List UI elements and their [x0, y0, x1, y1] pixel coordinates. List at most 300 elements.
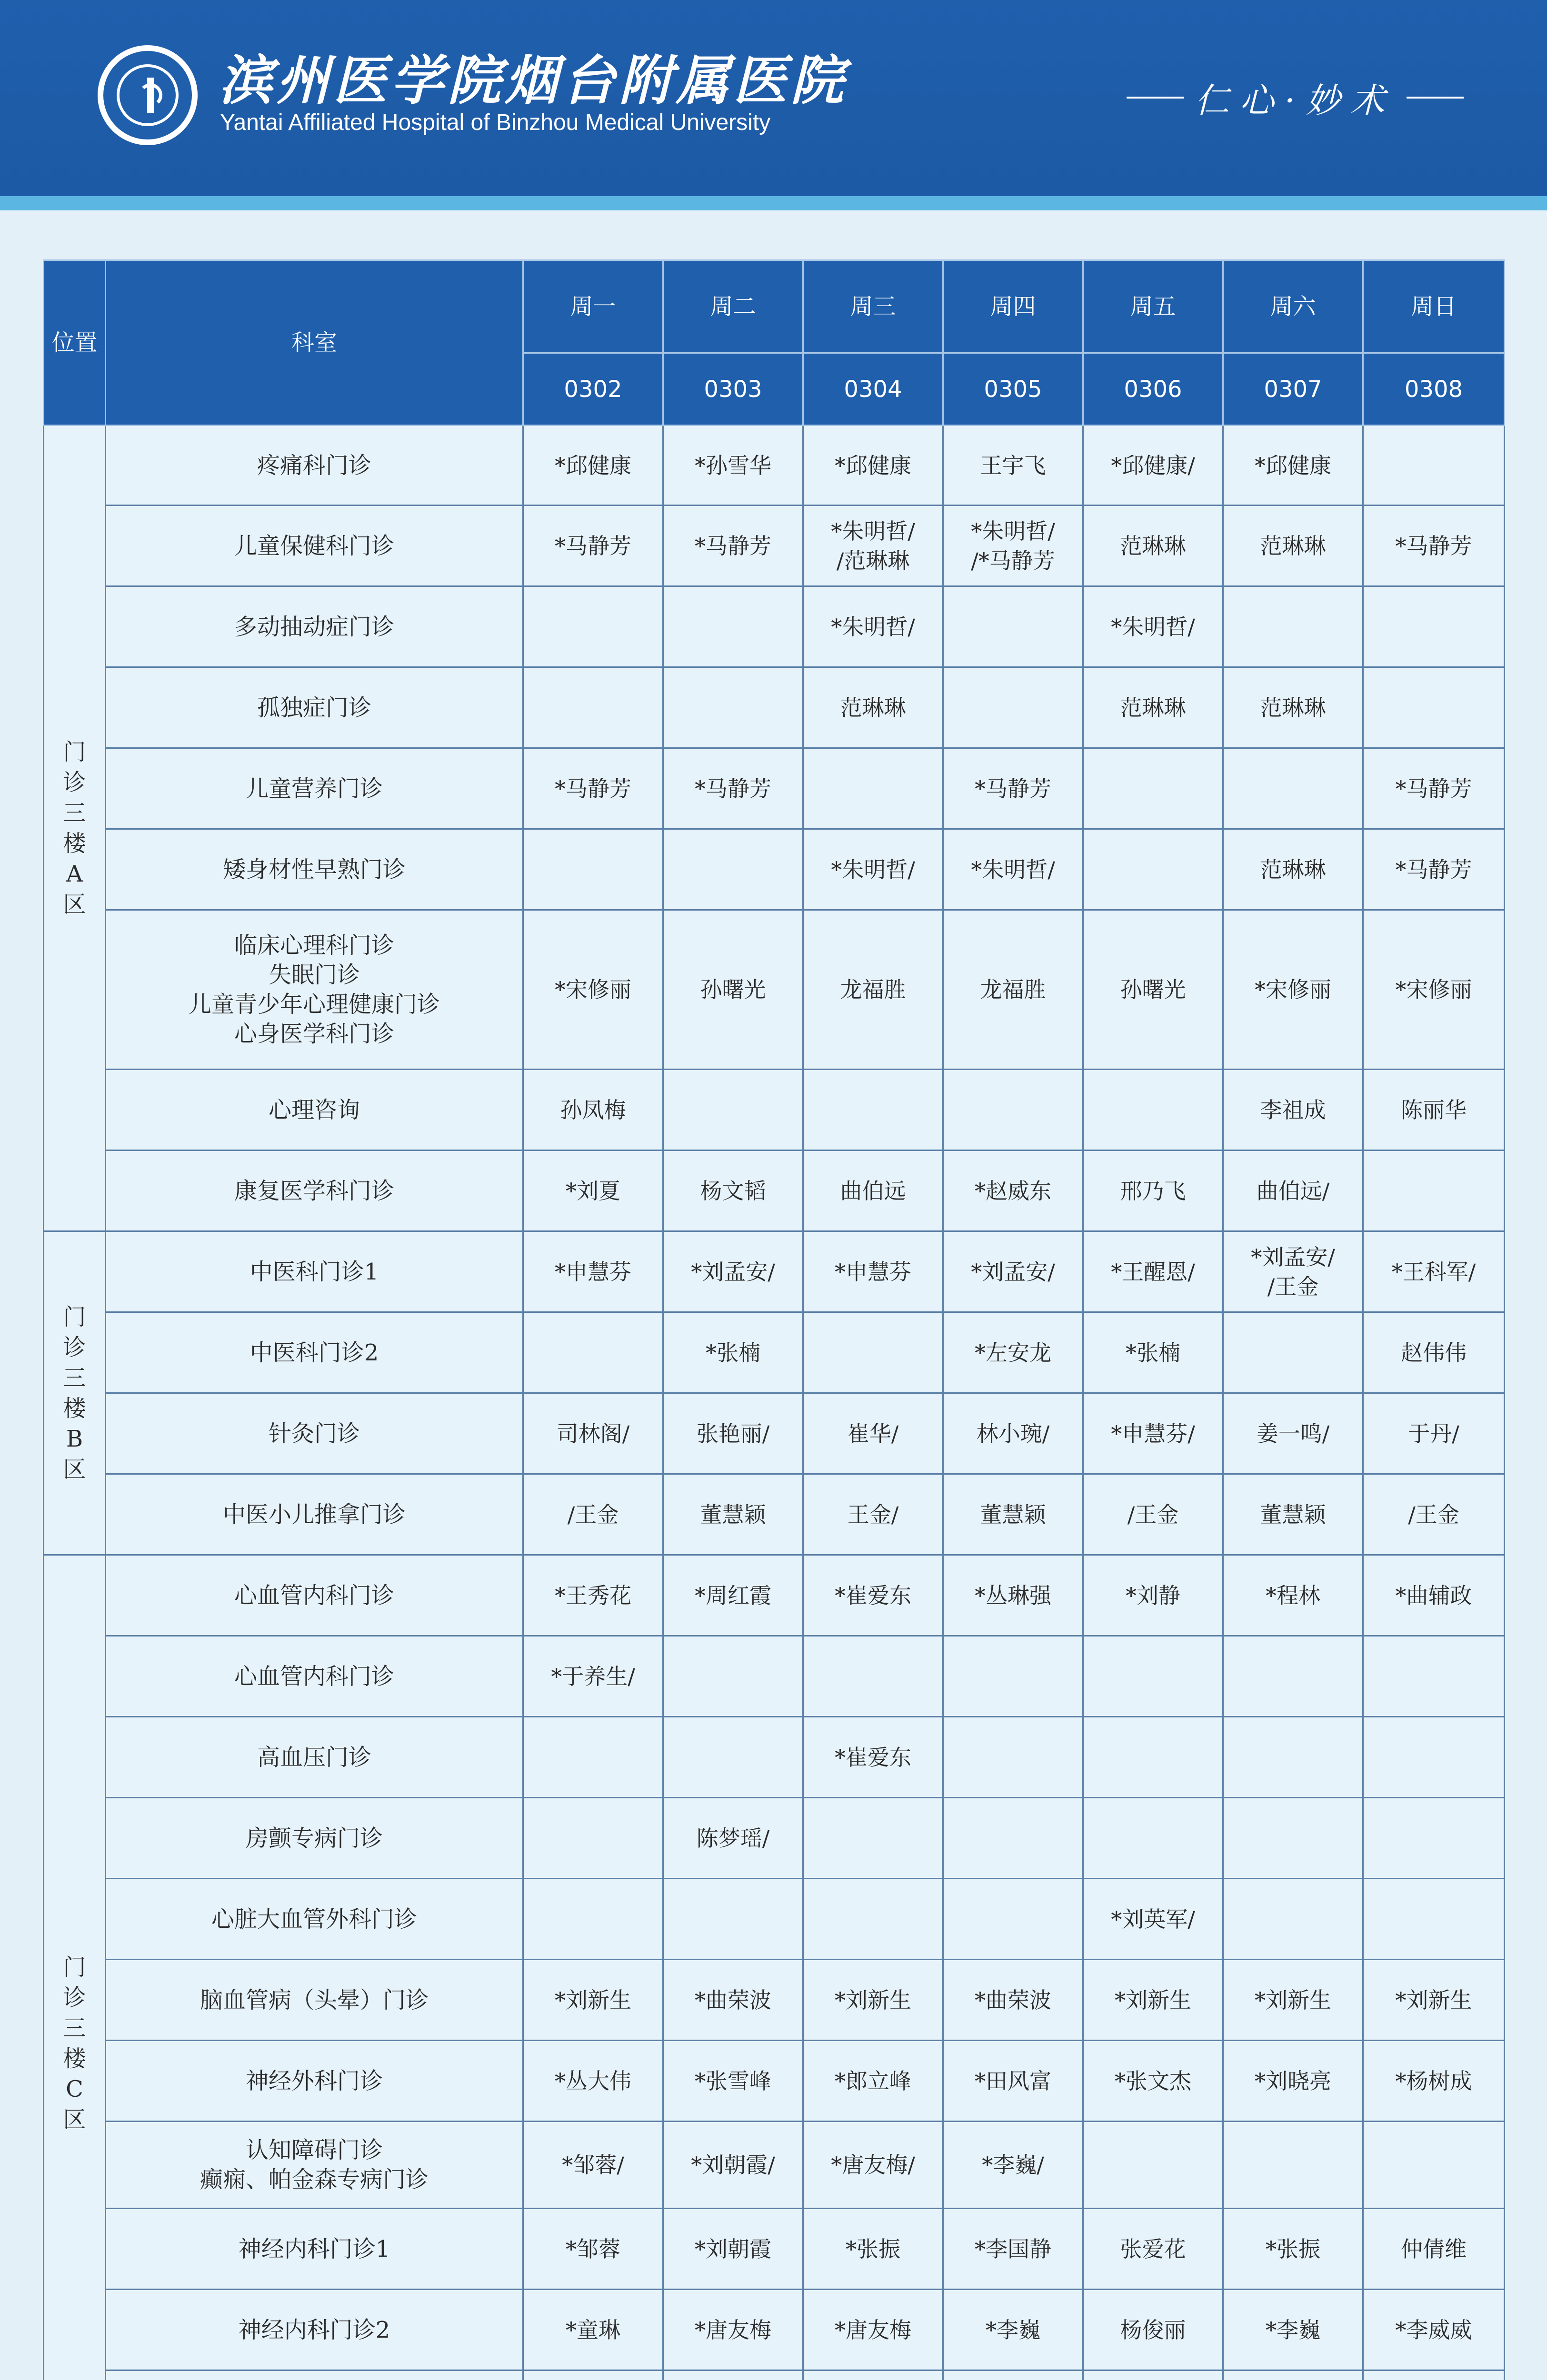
doctor-name: *刘新生 [555, 1987, 631, 2013]
position-char: 诊 [63, 769, 86, 796]
table-row [44, 426, 1505, 506]
doctor-cell [1363, 667, 1505, 748]
department-name: 心血管内科门诊 [234, 1663, 394, 1690]
doctor-name: *邱健康 [555, 452, 631, 478]
doctor-cell [943, 1879, 1083, 1960]
doctor-name: 董慧颖 [700, 1501, 766, 1527]
position-char: 楼 [63, 1395, 86, 1422]
doctor-name: 范琳琳 [1260, 694, 1326, 721]
table-row [44, 1636, 1505, 1717]
doctor-name: 于丹/ [1408, 1420, 1459, 1447]
table-row [44, 1717, 1505, 1798]
doctor-name: *刘静 [1126, 1582, 1180, 1608]
doctor-cell [943, 2122, 1083, 2209]
department-cell [106, 1555, 523, 1636]
doctor-cell [943, 586, 1083, 667]
table-row [44, 829, 1505, 910]
doctor-cell [943, 426, 1083, 506]
doctor-name: *刘新生 [1115, 1987, 1191, 2013]
doctor-name: *刘朝霞/ [691, 2152, 775, 2178]
doctor-name: 赵伟伟 [1401, 1339, 1467, 1366]
doctor-cell [803, 1960, 943, 2041]
doctor-cell [943, 506, 1083, 586]
doctor-name: *李国静 [975, 2236, 1051, 2262]
doctor-cell [803, 1150, 943, 1231]
doctor-cell [1083, 426, 1223, 506]
doctor-cell [803, 2041, 943, 2122]
department-name: 康复医学科门诊 [234, 1177, 394, 1204]
doctor-cell [1363, 1879, 1505, 1960]
doctor-name: *刘新生 [1395, 1987, 1472, 2013]
doctor-name: *朱明哲/ [831, 614, 915, 640]
doctor-name: 陈梦瑶/ [696, 1825, 770, 1851]
department-name: 心理咨询 [268, 1096, 360, 1123]
doctor-name: *朱明哲/ [831, 518, 915, 544]
department-name: 脑血管病（头晕）门诊 [200, 1986, 429, 2013]
doctor-name: *李巍/ [982, 2152, 1044, 2178]
doctor-name: *赵威东 [975, 1178, 1051, 1204]
doctor-cell [663, 586, 803, 667]
doctor-cell [663, 2209, 803, 2290]
doctor-name: *马静芳 [695, 775, 771, 802]
date-header: 0304 [803, 353, 943, 426]
date-header: 0303 [663, 353, 803, 426]
doctor-cell [803, 1879, 943, 1960]
doctor-cell [1083, 1798, 1223, 1879]
table-row [44, 2290, 1505, 2370]
doctor-name: 张艳丽/ [696, 1420, 770, 1447]
doctor-cell [523, 2370, 663, 2380]
doctor-cell [1363, 1231, 1505, 1312]
doctor-cell [523, 1312, 663, 1393]
doctor-cell [803, 586, 943, 667]
doctor-cell [1223, 748, 1363, 829]
weekday-header: 周二 [663, 260, 803, 353]
table-row [44, 1555, 1505, 1636]
doctor-cell [1363, 1960, 1505, 2041]
department-name: 认知障碍门诊 [245, 2137, 383, 2163]
position-char: C [66, 2076, 83, 2102]
department-name: 心血管内科门诊 [234, 1582, 394, 1609]
doctor-name: 张爱花 [1120, 2236, 1186, 2262]
doctor-cell [1083, 1555, 1223, 1636]
doctor-cell [1223, 1636, 1363, 1717]
doctor-name: *田风富 [975, 2068, 1051, 2094]
doctor-name: /范琳琳 [836, 547, 910, 574]
doctor-cell [803, 2209, 943, 2290]
doctor-cell [943, 748, 1083, 829]
position-cell [44, 1231, 106, 1555]
department-name: 房颤专病门诊 [245, 1825, 383, 1852]
department-name: 儿童保健科门诊 [234, 532, 394, 559]
doctor-cell [1363, 1636, 1505, 1717]
doctor-cell [803, 2370, 943, 2380]
department-cell [106, 1960, 523, 2041]
doctor-cell [523, 1960, 663, 2041]
doctor-name: 范琳琳 [840, 694, 906, 721]
position-char: 门 [63, 739, 86, 765]
doctor-cell [803, 2122, 943, 2209]
doctor-cell [523, 1636, 663, 1717]
position-char: 区 [63, 2106, 86, 2133]
table-row [44, 1312, 1505, 1393]
department-name: 高血压门诊 [257, 1744, 371, 1771]
doctor-cell [943, 1231, 1083, 1312]
doctor-cell [1083, 748, 1223, 829]
doctor-cell [803, 667, 943, 748]
doctor-cell [1223, 1960, 1363, 2041]
doctor-cell [943, 1798, 1083, 1879]
doctor-cell [1083, 667, 1223, 748]
hospital-name-cn: 滨州医学院烟台附属医院 [219, 50, 848, 112]
table-row [44, 2370, 1505, 2380]
doctor-cell [1363, 1717, 1505, 1798]
table-row [44, 910, 1505, 1070]
department-name: 神经外科门诊 [245, 2067, 383, 2094]
doctor-cell [663, 1474, 803, 1555]
doctor-name: 司林阁/ [556, 1420, 630, 1447]
position-char: 区 [63, 1456, 86, 1483]
doctor-name: *曲辅政 [1395, 1582, 1472, 1608]
header-stripe [0, 196, 1547, 210]
department-name: 孤独症门诊 [257, 694, 371, 721]
date-header: 0305 [943, 353, 1083, 426]
doctor-cell [1363, 1555, 1505, 1636]
position-char: 三 [63, 800, 86, 826]
doctor-name: 曲伯远 [840, 1178, 906, 1204]
department-cell [106, 586, 523, 667]
doctor-name: *张楠 [706, 1339, 760, 1366]
doctor-name: *曲荣波 [695, 1987, 771, 2013]
department-name: 多动抽动症门诊 [234, 613, 394, 640]
doctor-name: *李巍 [986, 2317, 1040, 2343]
doctor-cell [1223, 1231, 1363, 1312]
doctor-name: *郎立峰 [835, 2068, 911, 2094]
doctor-cell [803, 1231, 943, 1312]
doctor-name: 王金/ [847, 1501, 899, 1527]
doctor-name: 董慧颖 [980, 1501, 1046, 1527]
position-char: 门 [63, 1954, 86, 1981]
doctor-cell [1223, 1312, 1363, 1393]
doctor-cell [663, 1070, 803, 1150]
table-row [44, 586, 1505, 667]
doctor-cell [1223, 1555, 1363, 1636]
doctor-cell [803, 1636, 943, 1717]
doctor-cell [663, 1636, 803, 1717]
doctor-cell [803, 1474, 943, 1555]
doctor-name: *唐友梅 [835, 2317, 911, 2343]
position-cell [44, 426, 106, 1231]
doctor-cell [943, 1474, 1083, 1555]
department-cell [106, 910, 523, 1070]
position-char: 诊 [63, 1334, 86, 1361]
doctor-cell [1363, 910, 1505, 1070]
doctor-name: *邹蓉 [566, 2236, 620, 2262]
doctor-cell [523, 1717, 663, 1798]
doctor-cell [803, 426, 943, 506]
doctor-name: *刘晓亮 [1255, 2068, 1331, 2094]
department-cell [106, 748, 523, 829]
department-cell [106, 1474, 523, 1555]
table-row [44, 1960, 1505, 2041]
department-cell [106, 829, 523, 910]
weekday-header: 周五 [1083, 260, 1223, 353]
doctor-cell [803, 1393, 943, 1474]
doctor-cell [943, 910, 1083, 1070]
doctor-cell [663, 1960, 803, 2041]
column-header-department: 科室 [106, 260, 523, 426]
department-name: 中医小儿推拿门诊 [222, 1501, 406, 1528]
doctor-cell [1223, 910, 1363, 1070]
doctor-cell [1223, 2041, 1363, 2122]
doctor-name: *丛大伟 [555, 2068, 631, 2094]
position-char: 区 [63, 891, 86, 918]
doctor-cell [1083, 586, 1223, 667]
doctor-name: *宋修丽 [1395, 977, 1472, 1002]
doctor-name: *左安龙 [975, 1339, 1051, 1366]
doctor-cell [1083, 1070, 1223, 1150]
doctor-cell [1363, 748, 1505, 829]
doctor-name: *刘英军/ [1111, 1906, 1195, 1932]
doctor-name: *周红霞 [695, 1582, 771, 1608]
doctor-cell [1083, 1312, 1223, 1393]
doctor-cell [663, 1555, 803, 1636]
emblem-ring [117, 64, 179, 126]
doctor-cell [523, 1879, 663, 1960]
doctor-name: /王金 [1267, 1273, 1319, 1299]
doctor-name: 陈丽华 [1401, 1097, 1467, 1123]
doctor-cell [1223, 667, 1363, 748]
position-char: 楼 [63, 2045, 86, 2072]
weekday-header: 周六 [1223, 260, 1363, 353]
doctor-cell [1223, 506, 1363, 586]
doctor-name: *邱健康 [1255, 452, 1331, 478]
position-char: 诊 [63, 1984, 86, 2011]
department-name: 中医科门诊1 [250, 1258, 379, 1285]
doctor-name: /王金 [1127, 1501, 1179, 1527]
doctor-cell [1363, 2370, 1505, 2380]
department-cell [106, 1717, 523, 1798]
doctor-cell [1223, 1150, 1363, 1231]
doctor-name: *马静芳 [1395, 533, 1472, 559]
doctor-cell [943, 2290, 1083, 2370]
doctor-cell [803, 1555, 943, 1636]
doctor-name: *崔爱东 [835, 1744, 911, 1770]
doctor-name: 范琳琳 [1260, 533, 1326, 559]
doctor-name: *申慧芬 [835, 1259, 911, 1285]
column-header-position: 位置 [44, 260, 106, 426]
doctor-cell [663, 1717, 803, 1798]
doctor-cell [943, 1070, 1083, 1150]
doctor-name: *于养生/ [551, 1663, 635, 1689]
doctor-cell [1363, 1393, 1505, 1474]
doctor-name: *马静芳 [975, 775, 1051, 802]
department-name: 矮身材性早熟门诊 [222, 856, 406, 883]
doctor-name: 杨俊丽 [1120, 2317, 1186, 2343]
doctor-cell [663, 1879, 803, 1960]
doctor-name: 邢乃飞 [1120, 1178, 1186, 1204]
doctor-cell [1223, 1717, 1363, 1798]
doctor-cell [523, 2290, 663, 2370]
doctor-name: 杨文韬 [700, 1178, 766, 1204]
doctor-cell [523, 1393, 663, 1474]
department-cell [106, 426, 523, 506]
doctor-cell [1223, 2209, 1363, 2290]
position-char: 三 [63, 2015, 86, 2042]
department-name: 心身医学科门诊 [234, 1021, 394, 1047]
doctor-cell [1223, 426, 1363, 506]
doctor-name: *张文杰 [1115, 2068, 1191, 2094]
department-cell [106, 1070, 523, 1150]
doctor-cell [1363, 1150, 1505, 1231]
doctor-cell [523, 1231, 663, 1312]
doctor-cell [1083, 1960, 1223, 2041]
doctor-name: *刘孟安/ [971, 1259, 1055, 1285]
department-cell [106, 1798, 523, 1879]
motto [1109, 76, 1481, 119]
doctor-cell [663, 1231, 803, 1312]
department-cell [106, 2122, 523, 2209]
doctor-cell [943, 1393, 1083, 1474]
department-name: 神经内科门诊1 [238, 2235, 390, 2262]
doctor-cell [1363, 506, 1505, 586]
hospital-name-en: Yantai Affiliated Hospital of Binzhou Medical University [220, 110, 771, 135]
schedule-table [43, 259, 1505, 2380]
department-cell [106, 2041, 523, 2122]
doctor-cell [943, 1312, 1083, 1393]
doctor-cell [1083, 829, 1223, 910]
doctor-name: *刘新生 [835, 1987, 911, 2013]
doctor-cell [1223, 2370, 1363, 2380]
table-row [44, 1798, 1505, 1879]
doctor-cell [523, 1150, 663, 1231]
motto-dash-right [1407, 97, 1464, 99]
date-header: 0302 [523, 353, 663, 426]
doctor-cell [1083, 506, 1223, 586]
doctor-cell [663, 829, 803, 910]
doctor-cell [1083, 1474, 1223, 1555]
doctor-cell [943, 2209, 1083, 2290]
doctor-name: *马静芳 [555, 775, 631, 802]
doctor-cell [943, 1150, 1083, 1231]
date-header: 0308 [1363, 353, 1505, 426]
doctor-name: *马静芳 [1395, 856, 1472, 883]
doctor-cell [1223, 2122, 1363, 2209]
doctor-cell [523, 506, 663, 586]
doctor-name: /*马静芳 [971, 547, 1055, 574]
doctor-name: 孙凤梅 [560, 1097, 626, 1123]
doctor-cell [1083, 2209, 1223, 2290]
doctor-cell [1223, 829, 1363, 910]
doctor-cell [803, 506, 943, 586]
doctor-cell [663, 2290, 803, 2370]
doctor-cell [1083, 1717, 1223, 1798]
doctor-name: *王秀花 [555, 1582, 631, 1608]
doctor-name: *邹蓉/ [562, 2152, 624, 2178]
doctor-name: 范琳琳 [1260, 856, 1326, 883]
doctor-name: 李祖成 [1260, 1097, 1326, 1123]
department-name: 针灸门诊 [268, 1420, 360, 1447]
doctor-name: *李巍 [1266, 2317, 1320, 2343]
doctor-name: 崔华/ [847, 1420, 899, 1447]
department-cell [106, 2370, 523, 2380]
table-row [44, 1231, 1505, 1312]
doctor-name: *张楠 [1126, 1339, 1180, 1366]
doctor-cell [663, 506, 803, 586]
doctor-cell [1223, 1393, 1363, 1474]
doctor-name: *马静芳 [555, 533, 631, 559]
doctor-cell [1363, 1070, 1505, 1150]
motto-text: 仁心·妙术 [1195, 80, 1396, 120]
doctor-cell [663, 1150, 803, 1231]
doctor-cell [1223, 1474, 1363, 1555]
doctor-cell [663, 2370, 803, 2380]
department-name: 临床心理科门诊 [234, 932, 394, 959]
snake-icon [139, 83, 162, 107]
department-cell [106, 1312, 523, 1393]
department-name: 癫痫、帕金森专病门诊 [200, 2166, 429, 2193]
doctor-name: *马静芳 [695, 533, 771, 559]
table-row [44, 2041, 1505, 2122]
doctor-cell [523, 2122, 663, 2209]
doctor-cell [523, 1474, 663, 1555]
doctor-cell [663, 1393, 803, 1474]
table-row [44, 1879, 1505, 1960]
department-cell [106, 506, 523, 586]
doctor-name: *刘朝霞 [695, 2236, 771, 2262]
doctor-cell [663, 426, 803, 506]
department-cell [106, 1393, 523, 1474]
doctor-cell [523, 1798, 663, 1879]
doctor-cell [523, 910, 663, 1070]
table-row [44, 748, 1505, 829]
doctor-cell [943, 1960, 1083, 2041]
position-char: B [66, 1425, 83, 1452]
doctor-name: *朱明哲/ [971, 856, 1055, 883]
doctor-cell [943, 667, 1083, 748]
doctor-name: *邱健康 [835, 452, 911, 478]
doctor-cell [523, 667, 663, 748]
table-row [44, 1070, 1505, 1150]
doctor-cell [663, 2122, 803, 2209]
doctor-cell [523, 829, 663, 910]
doctor-cell [1363, 2290, 1505, 2370]
doctor-name: 龙福胜 [980, 977, 1046, 1002]
doctor-cell [1083, 1231, 1223, 1312]
doctor-name: *朱明哲/ [831, 856, 915, 883]
doctor-cell [1223, 2290, 1363, 2370]
doctor-name: *朱明哲/ [971, 518, 1055, 544]
doctor-cell [943, 1555, 1083, 1636]
doctor-name: *刘新生 [1255, 1987, 1331, 2013]
doctor-cell [663, 910, 803, 1070]
department-cell [106, 2209, 523, 2290]
date-header: 0307 [1223, 353, 1363, 426]
doctor-cell [1363, 2122, 1505, 2209]
doctor-name: *刘孟安/ [691, 1259, 775, 1285]
department-name: 中医科门诊2 [250, 1339, 379, 1366]
table-body [44, 426, 1505, 2380]
doctor-cell [1363, 1474, 1505, 1555]
header-row-weekdays [44, 260, 1505, 353]
doctor-cell [1223, 1879, 1363, 1960]
doctor-cell [1083, 1879, 1223, 1960]
doctor-name: *申慧芬/ [1111, 1420, 1195, 1447]
doctor-name: *邱健康/ [1111, 452, 1195, 478]
doctor-name: *朱明哲/ [1111, 614, 1195, 640]
weekday-header: 周日 [1363, 260, 1505, 353]
table-row [44, 2122, 1505, 2209]
